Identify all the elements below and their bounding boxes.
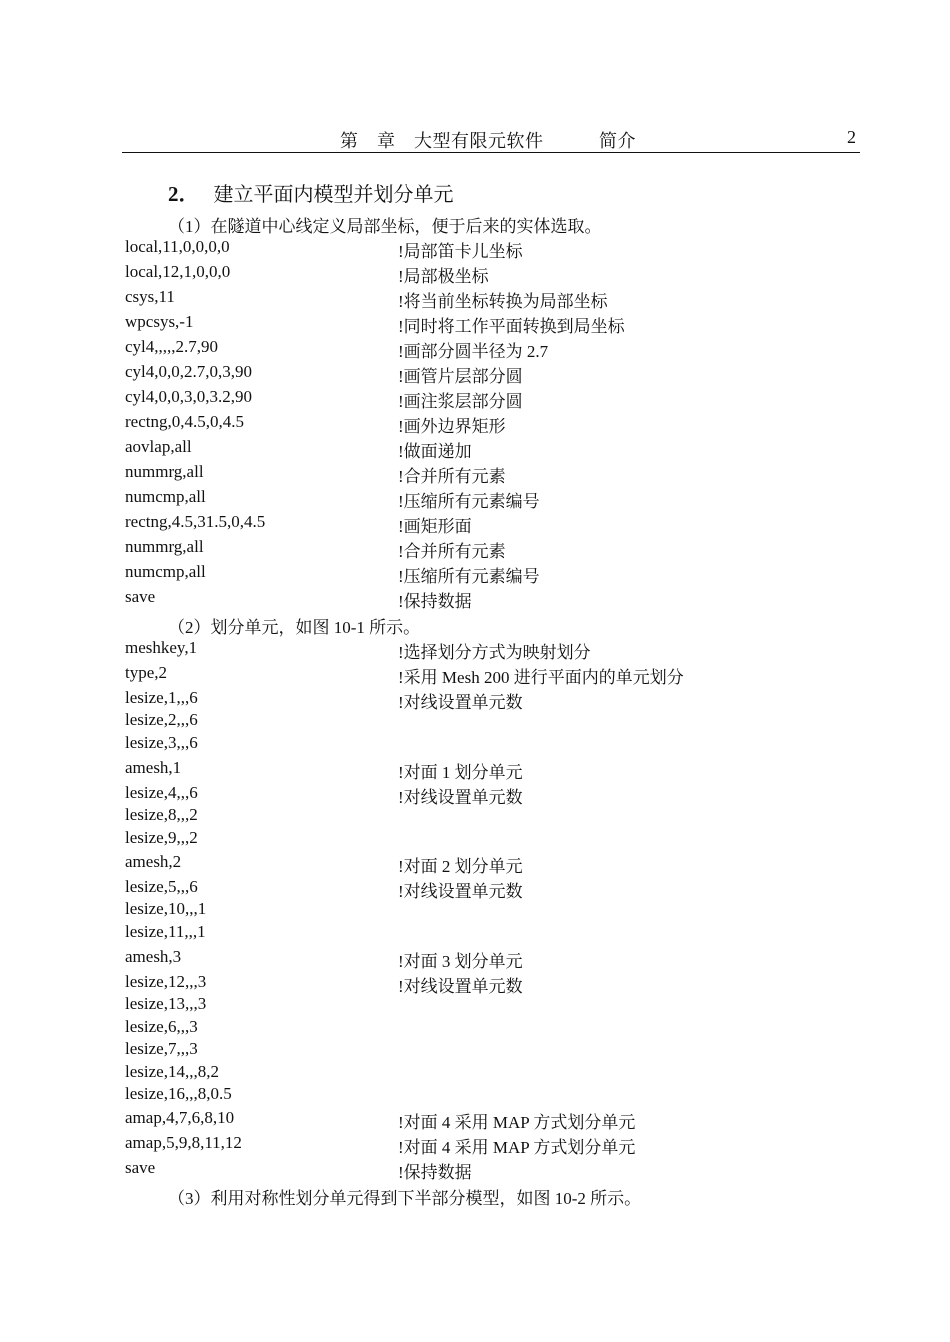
command-text: lesize,1,,,6 (125, 688, 198, 707)
command-row (125, 947, 825, 971)
command-comment: !画部分圆半径为 2.7 (398, 342, 549, 361)
command-comment: !保持数据 (398, 592, 472, 611)
command-row (125, 1108, 825, 1132)
command-text: lesize,8,,,2 (125, 805, 198, 824)
section-title: 建立平面内模型并划分单元 (213, 184, 454, 206)
command-text: numcmp,all (125, 562, 206, 581)
command-row (125, 899, 825, 923)
command-comment: !合并所有元素 (398, 542, 506, 561)
command-text: lesize,5,,,6 (125, 877, 198, 896)
command-text: save (125, 587, 156, 606)
command-comment: !采用 Mesh 200 进行平面内的单元划分 (398, 668, 684, 687)
command-comment: !选择划分方式为映射划分 (398, 643, 591, 662)
command-row (125, 387, 825, 411)
command-text: amap,5,9,8,11,12 (125, 1133, 242, 1152)
command-text: nummrg,all (125, 462, 204, 481)
command-row (125, 710, 825, 734)
command-comment: !对面 4 采用 MAP 方式划分单元 (398, 1113, 636, 1132)
command-row (125, 512, 825, 536)
command-row (125, 1158, 825, 1182)
command-row (125, 1039, 825, 1063)
command-comment: !对线设置单元数 (398, 693, 523, 712)
header-title: 第 章 大型有限元软件 简介 (340, 131, 636, 151)
command-row (125, 287, 825, 311)
command-row (125, 638, 825, 662)
command-text: lesize,11,,,1 (125, 922, 206, 941)
command-row (125, 972, 825, 996)
command-text: cyl4,,,,,2.7,90 (125, 337, 219, 356)
command-row (125, 828, 825, 852)
page-header (122, 124, 860, 153)
command-row (125, 487, 825, 511)
command-row (125, 1017, 825, 1041)
command-text: save (125, 1158, 156, 1177)
command-row (125, 877, 825, 901)
command-text: lesize,6,,,3 (125, 1017, 198, 1036)
command-text: amesh,1 (125, 758, 182, 777)
command-text: amesh,2 (125, 852, 182, 871)
command-text: lesize,4,,,6 (125, 783, 198, 802)
command-comment: !保持数据 (398, 1163, 472, 1182)
command-comment: !对面 1 划分单元 (398, 763, 523, 782)
command-row (125, 783, 825, 807)
command-row (125, 337, 825, 361)
command-text: csys,11 (125, 287, 175, 306)
command-text: lesize,13,,,3 (125, 994, 207, 1013)
command-comment: !对面 3 划分单元 (398, 952, 523, 971)
command-text: lesize,7,,,3 (125, 1039, 198, 1058)
command-row (125, 412, 825, 436)
command-comment: !画管片层部分圆 (398, 367, 523, 386)
step-1-text: （1）在隧道中心线定义局部坐标，便于后来的实体选取。 (168, 217, 602, 236)
command-comment: !同时将工作平面转换到局坐标 (398, 317, 625, 336)
command-row (125, 437, 825, 461)
command-text: lesize,3,,,6 (125, 733, 198, 752)
command-text: lesize,16,,,8,0.5 (125, 1084, 232, 1103)
command-row (125, 262, 825, 286)
command-row (125, 1133, 825, 1157)
command-row (125, 362, 825, 386)
command-row (125, 733, 825, 757)
command-comment: !画注浆层部分圆 (398, 392, 523, 411)
command-comment: !做面递加 (398, 442, 472, 461)
command-row (125, 587, 825, 611)
command-row (125, 758, 825, 782)
command-row (125, 994, 825, 1018)
command-text: nummrg,all (125, 537, 204, 556)
command-comment: !压缩所有元素编号 (398, 492, 540, 511)
command-row (125, 688, 825, 712)
command-comment: !将当前坐标转换为局部坐标 (398, 292, 608, 311)
command-row (125, 852, 825, 876)
section-number: 2． (168, 182, 200, 206)
command-text: wpcsys,-1 (125, 312, 194, 331)
command-text: rectng,0,4.5,0,4.5 (125, 412, 244, 431)
command-comment: !对面 4 采用 MAP 方式划分单元 (398, 1138, 636, 1157)
command-comment: !画矩形面 (398, 517, 472, 536)
command-text: type,2 (125, 663, 168, 682)
command-comment: !合并所有元素 (398, 467, 506, 486)
command-text: local,12,1,0,0,0 (125, 262, 231, 281)
command-text: meshkey,1 (125, 638, 198, 657)
command-text: numcmp,all (125, 487, 206, 506)
command-text: aovlap,all (125, 437, 192, 456)
section-heading (168, 178, 454, 208)
command-text: amesh,3 (125, 947, 182, 966)
command-comment: !画外边界矩形 (398, 417, 506, 436)
command-row (125, 312, 825, 336)
page-number: 2 (847, 127, 856, 147)
command-text: lesize,14,,,8,2 (125, 1062, 219, 1081)
step-2-text: （2）划分单元，如图 10-1 所示。 (168, 618, 421, 637)
command-comment: !局部极坐标 (398, 267, 489, 286)
command-comment: !对线设置单元数 (398, 977, 523, 996)
command-row (125, 237, 825, 261)
command-row (125, 537, 825, 561)
command-comment: !对线设置单元数 (398, 882, 523, 901)
command-text: lesize,2,,,6 (125, 710, 198, 729)
command-row (125, 805, 825, 829)
command-row (125, 1084, 825, 1108)
command-text: lesize,10,,,1 (125, 899, 207, 918)
command-comment: !局部笛卡儿坐标 (398, 242, 523, 261)
command-row (125, 663, 825, 687)
command-text: lesize,12,,,3 (125, 972, 207, 991)
command-text: rectng,4.5,31.5,0,4.5 (125, 512, 266, 531)
command-comment: !对面 2 划分单元 (398, 857, 523, 876)
command-text: local,11,0,0,0,0 (125, 237, 230, 256)
command-comment: !压缩所有元素编号 (398, 567, 540, 586)
step-3-text: （3）利用对称性划分单元得到下半部分模型，如图 10-2 所示。 (168, 1189, 642, 1208)
command-comment: !对线设置单元数 (398, 788, 523, 807)
command-row (125, 922, 825, 946)
command-text: lesize,9,,,2 (125, 828, 198, 847)
command-text: amap,4,7,6,8,10 (125, 1108, 235, 1127)
command-text: cyl4,0,0,3,0,3.2,90 (125, 387, 253, 406)
command-row (125, 1062, 825, 1086)
command-row (125, 462, 825, 486)
command-row (125, 562, 825, 586)
command-text: cyl4,0,0,2.7,0,3,90 (125, 362, 253, 381)
